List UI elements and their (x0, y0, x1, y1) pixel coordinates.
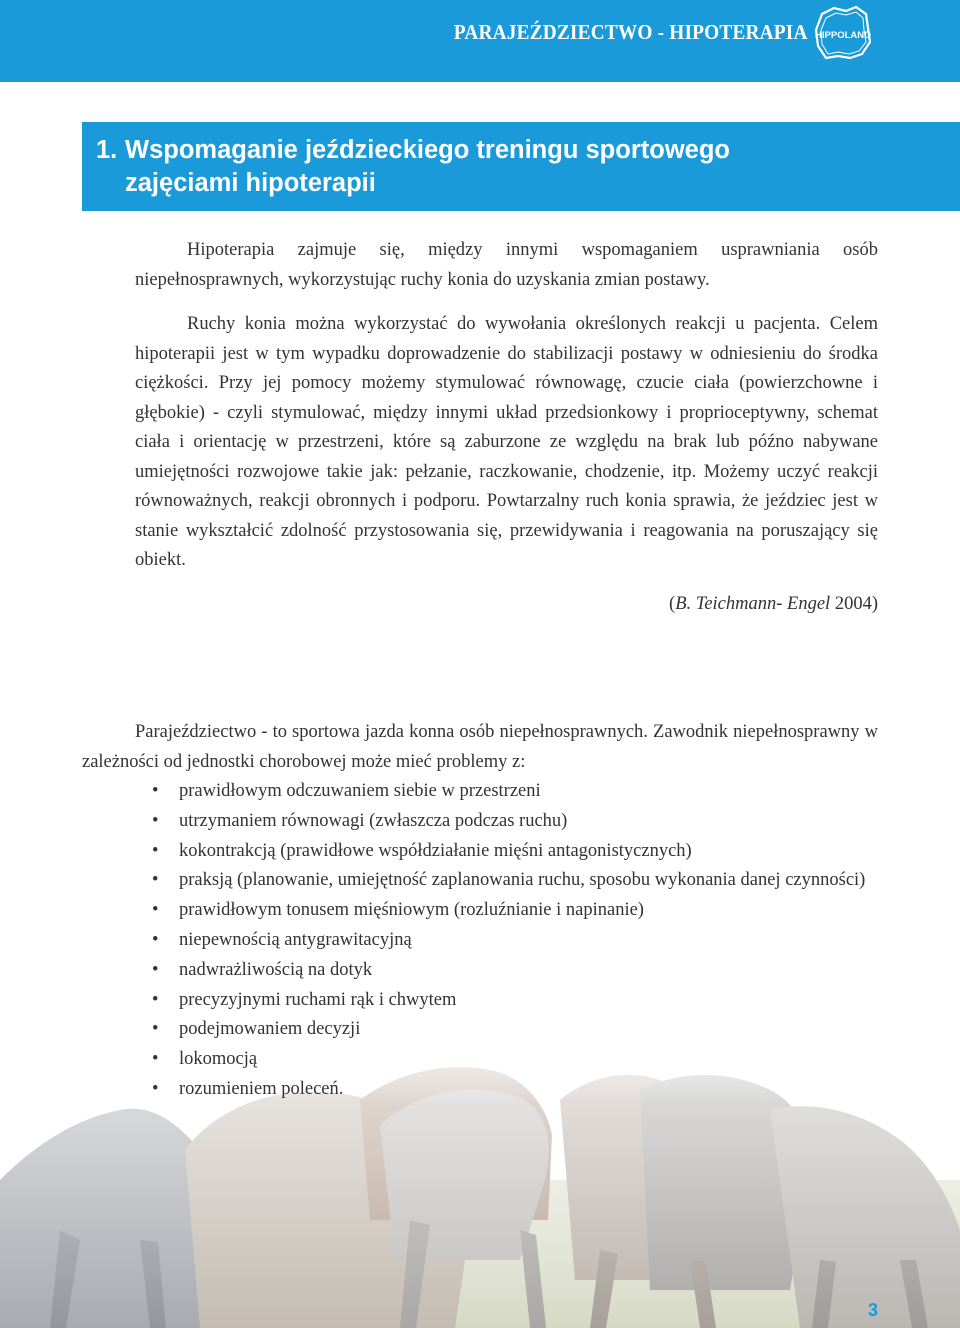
section-title-line2: zajęciami hipoterapii (125, 169, 376, 197)
page-number: 3 (867, 1300, 878, 1320)
logo-text: HIPPOLAND (815, 30, 871, 41)
list-item: • kokontrakcją (prawidłowe współdziałanie mięśni antagonistycznych) (152, 840, 692, 861)
list-item: • nadwrażliwością na dotyk (152, 959, 373, 980)
citation: (B. Teichmann- Engel 2004) (669, 594, 878, 614)
problems-list (152, 777, 878, 1105)
list-item: • rozumieniem poleceń. (152, 1078, 344, 1099)
citation-year: 2004) (830, 594, 878, 614)
list-item: • niepewnością antygrawitacyjną (152, 929, 412, 950)
list-item: • precyzyjnymi ruchami rąk i chwytem (152, 989, 457, 1010)
section-number: 1. (96, 136, 118, 164)
citation-author: B. Teichmann- Engel (675, 594, 831, 614)
list-item: • prawidłowym tonusem mięśniowym (rozluźnianie i napinanie) (152, 900, 644, 921)
paragraph-hipoterapia: Hipoterapia zajmuje się, między innymi wspomaganiem usprawniania osób niepełnosprawnych, wykorzystując ruchy konia do uzyskania zmian postawy. (135, 240, 878, 290)
paragraph-parajezdziectwo: Parajeździectwo - to sportowa jazda konna osób niepełnosprawnych. Zawodnik niepełnosprawny w zależności od jednostki chorobowej może mieć problemy z: (82, 722, 878, 772)
hippoland-logo (812, 2, 874, 64)
list-item: • prawidłowym odczuwaniem siebie w przestrzeni (152, 781, 541, 801)
brand-title: PARAJEŹDZIECTWO - HIPOTERAPIA (454, 20, 808, 44)
section-title-line1: Wspomaganie jeździeckiego treningu sportowego (125, 136, 730, 164)
section-title (96, 134, 916, 200)
list-item: • utrzymaniem równowagi (zwłaszcza podczas ruchu) (152, 810, 568, 831)
paragraph-ruchy-konia: Ruchy konia można wykorzystać do wywołania określonych reakcji u pacjenta. Celem hipoterapii jest w tym wypadku doprowadzenie do stabilizacji postawy w odniesieniu do środka ciężkości. Przy jej pomocy możemy stymulować równowagę, czucie ciała (powierzchowne i głębokie) - czyli stymulować, między innymi układ przedsionkowy i proprioceptywny, schemat ciała i orientację w przestrzeni, które są zaburzone ze względu na brak lub późno nabywane umiejętności rozwojowe takie jak: pełzanie, raczkowanie, chodzenie, itp. Możemy uczyć reakcji równoważnych, reakcji obronnych i podporu. Powtarzalny ruch konia sprawia, że jeździec jest w stanie wykształcić zdolność przystosowania się, przewidywania i reagowania na poruszający się obiekt. (135, 314, 878, 570)
list-item: • podejmowaniem decyzji (152, 1019, 361, 1040)
list-item: • lokomocją (152, 1049, 258, 1070)
list-item: • praksją (planowanie, umiejętność zaplanowania ruchu, sposobu wykonania danej czynności) (152, 870, 866, 891)
